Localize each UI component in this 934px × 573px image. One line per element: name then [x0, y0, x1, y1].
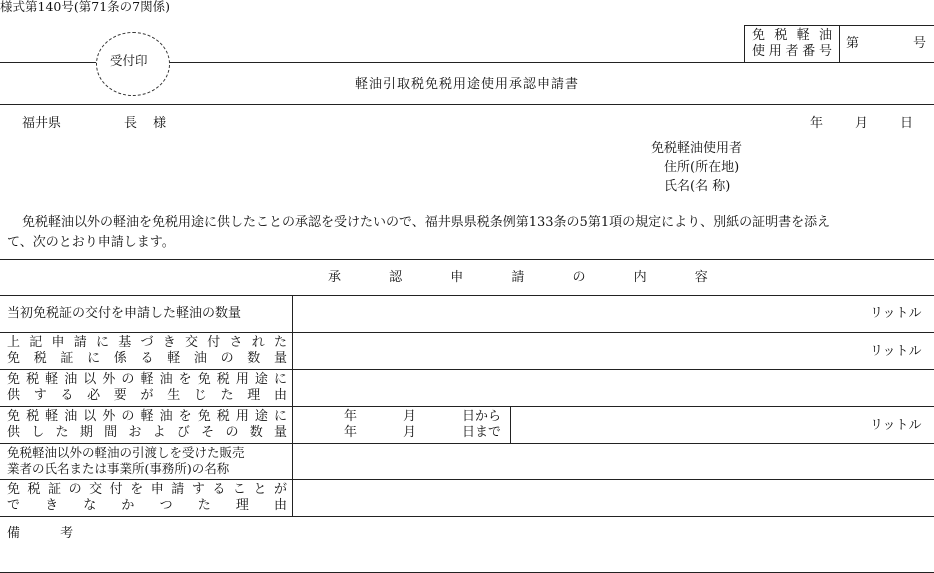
from-month: 月 — [403, 409, 417, 424]
section-header: 承 認 申 請 の 内 容 — [328, 270, 730, 285]
row-2-label-2: 免税証に係る軽油の数量 — [7, 351, 287, 366]
row-5-top — [0, 443, 934, 444]
user-number-box-divider — [839, 25, 840, 62]
number-suffix: 号 — [913, 36, 927, 51]
page-title: 軽油引取税免税用途使用承認申請書 — [354, 77, 579, 92]
row-5-label-1: 免税軽油以外の軽油の引渡しを受けた販売 — [7, 445, 245, 460]
applicant-label: 免税軽油使用者 — [651, 141, 743, 156]
number-prefix: 第 — [846, 36, 860, 51]
name-label: 氏名(名 称) — [664, 179, 731, 194]
row-4-label-2: 供した期間およびその数量 — [7, 425, 287, 440]
row-3-top — [0, 369, 934, 370]
date-day: 日 — [900, 116, 914, 131]
row-2-top — [0, 332, 934, 333]
addressee-chief: 長 様 — [124, 116, 173, 131]
to-year: 年 — [344, 425, 358, 440]
section-top-border — [0, 259, 934, 260]
row-4-unit: リットル — [870, 418, 922, 433]
row-3-label-2: 供する必要が生じた理由 — [7, 388, 287, 403]
row-4-top — [0, 406, 934, 407]
date-year: 年 — [810, 116, 824, 131]
to-day: 日まで — [462, 425, 502, 440]
row-2-label-1: 上記申請に基づき交付された — [7, 335, 287, 350]
period-column-divider — [510, 406, 511, 443]
address-label: 住所(所在地) — [664, 160, 740, 175]
row-1-unit: リットル — [870, 306, 922, 321]
stamp-label: 受付印 — [110, 53, 148, 68]
row-1-label: 当初免税証の交付を申請した軽油の数量 — [7, 306, 242, 321]
user-number-label-1: 免 税 軽 油 — [752, 28, 832, 43]
user-number-label-2: 使用者番号 — [752, 44, 832, 59]
addressee-prefecture: 福井県 — [22, 116, 62, 131]
user-number-box-left — [744, 25, 745, 62]
row-5-label-2: 業者の氏名または事業所(事務所)の名称 — [7, 461, 230, 476]
to-month: 月 — [403, 425, 417, 440]
remarks-top — [0, 516, 934, 517]
body-text-line-1: 免税軽油以外の軽油を免税用途に供したことの承認を受けたいので、福井県県税条例第133条の5第1項の規定により、別紙の証明書を添え — [22, 215, 831, 230]
date-month: 月 — [855, 116, 869, 131]
row-4-label-1: 免税軽油以外の軽油を免税用途に — [7, 409, 287, 424]
body-text-line-2: て、次のとおり申請します。 — [7, 235, 175, 250]
user-number-box-top — [744, 25, 934, 26]
remarks-label: 備 考 — [7, 526, 92, 541]
row-6-top — [0, 479, 934, 480]
from-day: 日から — [462, 409, 502, 424]
row-2-unit: リットル — [870, 344, 922, 359]
row-6-label-2: できなかつた理由 — [7, 498, 287, 513]
row-6-label-1: 免税証の交付を申請することが — [7, 482, 287, 497]
form-number: 様式第140号(第71条の7関係) — [0, 0, 170, 14]
row-1-top — [0, 295, 934, 296]
from-year: 年 — [344, 409, 358, 424]
row-3-label-1: 免税軽油以外の軽油を免税用途に — [7, 372, 287, 387]
title-divider — [0, 104, 934, 105]
